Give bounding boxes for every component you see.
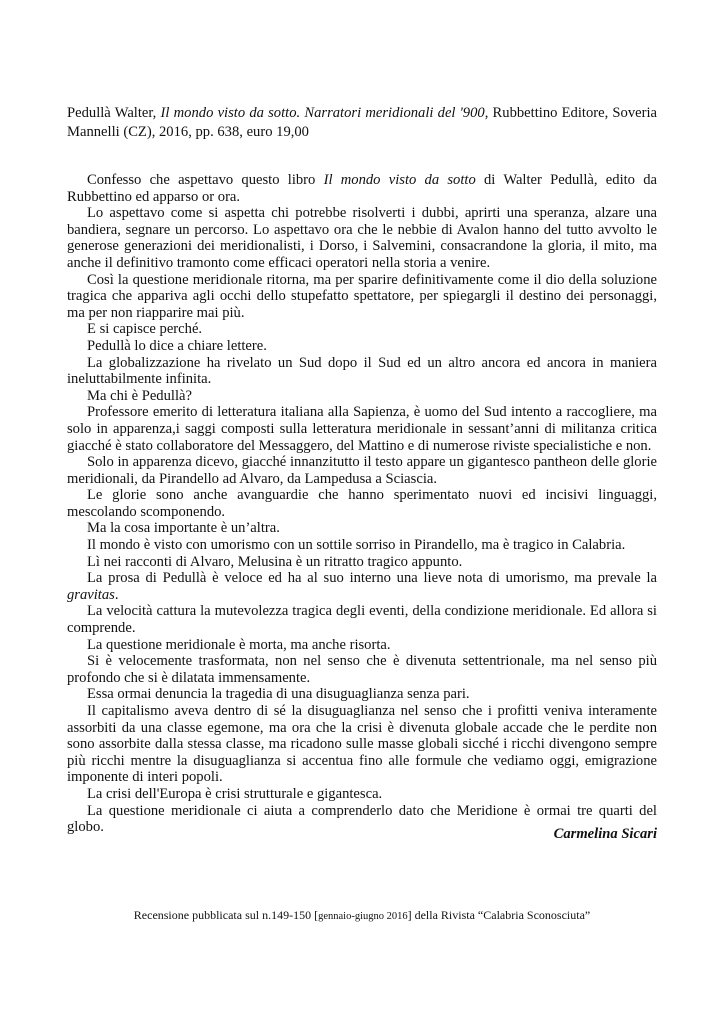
book-title: Il mondo visto da sotto. Narratori meridionali del '900 — [160, 105, 485, 121]
author-signature: Carmelina Sicari — [553, 826, 657, 842]
book-title-inline: Il mondo visto da sotto — [323, 172, 476, 188]
footer-text: Recensione pubblicata sul n.149-150 [ — [133, 908, 319, 922]
book-citation — [67, 104, 657, 142]
paragraph: La globalizzazione ha rivelato un Sud dopo il Sud ed un altro ancora ed ancora in maniera ineluttabilmente infinita. — [67, 354, 657, 388]
paragraph: Il capitalismo aveva dentro di sé la disuguaglianza nel senso che i profitti veniva interamente assorbiti da una classe egemone, ma ora che la crisi è divenuta globale accade che le perdite non sono assorbite dalla stessa classe, ma ricadono sulle masse globali sicché i ricchi divengono sempre più ricchi mentre la disuguaglianza si accentua fino alle formule che vediamo oggi, emigrazione imponente di interi popoli. — [67, 703, 657, 786]
paragraph: E si capisce perché. — [87, 321, 203, 338]
paragraph: Ma la cosa importante è un’altra. — [87, 520, 280, 537]
paragraph-text: . — [114, 586, 119, 603]
footer-date: gennaio-giugno 2016 — [318, 911, 408, 922]
paragraph: Lo aspettavo come si aspetta chi potrebbe risolverti i dubbi, aprirti una speranza, alzare una bandiera, segnare un percorso. Lo aspettavo ora che le nebbie di Avalon hanno del tutto avvolto le generose generazioni dei meridionalisti, i Dorso, i Salvemini, consacrandone la gloria, il mito, ma anche il definitivo tramonto come efficaci operatori nella storia a venire. — [67, 205, 657, 271]
paragraph — [67, 570, 657, 603]
paragraph — [67, 172, 657, 205]
paragraph-text: Confesso che aspettavo questo libro — [87, 172, 324, 188]
footer-text: ] della Rivista “Calabria Sconosciuta” — [407, 908, 591, 922]
paragraph: Professore emerito di letteratura italiana alla Sapienza, è uomo del Sud intento a raccogliere, ma solo in apparenza,i saggi composti sulla letteratura meridionale in sessant’anni di militanza critica giacché è stato collaboratore del Messaggero, del Mattino e di numerose riviste specialistiche e non. — [67, 404, 657, 454]
paragraph: Si è velocemente trasformata, non nel senso che è divenuta settentrionale, ma nel senso più profondo che si è dilatata immensamente. — [67, 653, 657, 686]
paragraph: La questione meridionale ci aiuta a comprenderlo dato che Meridione è ormai tre quarti del globo. — [67, 802, 657, 836]
paragraph: Lì nei racconti di Alvaro, Melusina è un ritratto tragico appunto. — [87, 553, 463, 570]
paragraph: Le glorie sono anche avanguardie che hanno sperimentato nuovi ed incisivi linguaggi, mescolando scomponendo. — [67, 487, 657, 520]
paragraph-text: di Walter Pedullà, edito da Rubbettino ed apparso or ora. — [67, 172, 657, 205]
paragraph: Ma chi è Pedullà? — [87, 387, 192, 404]
book-author: Pedullà Walter, — [67, 105, 161, 121]
publication-note — [0, 908, 724, 923]
italic-term: gravitas — [67, 586, 115, 603]
paragraph: La velocità cattura la mutevolezza tragica degli eventi, della condizione meridionale. Ed allora si comprende. — [67, 603, 657, 637]
paragraph: Il mondo è visto con umorismo con un sottile sorriso in Pirandello, ma è tragico in Calabria. — [87, 537, 626, 554]
paragraph: La questione meridionale è morta, ma anche risorta. — [87, 636, 391, 653]
paragraph: La crisi dell'Europa è crisi strutturale e gigantesca. — [87, 785, 383, 802]
paragraph-text: La prosa di Pedullà è veloce ed ha al suo interno una lieve nota di umorismo, ma prevale la — [87, 570, 657, 587]
review-body — [67, 172, 657, 836]
paragraph: Solo in apparenza dicevo, giacché innanzitutto il testo appare un gigantesco pantheon delle glorie meridionali, da Pirandello ad Alvaro, da Lampedusa a Sciascia. — [67, 454, 657, 487]
paragraph: Così la questione meridionale ritorna, ma per sparire definitivamente come il dio della soluzione tragica che appariva agli occhi dello stupefatto spettatore, per spiegargli il destino dei personaggi, ma per non riapparire mai più. — [67, 271, 657, 321]
paragraph: Pedullà lo dice a chiare lettere. — [87, 337, 267, 354]
paragraph: Essa ormai denuncia la tragedia di una disuguaglianza senza pari. — [87, 686, 470, 703]
book-publisher: , Rubbettino Editore, Soveria Mannelli (CZ), 2016, pp. 638, euro 19,00 — [67, 105, 658, 140]
